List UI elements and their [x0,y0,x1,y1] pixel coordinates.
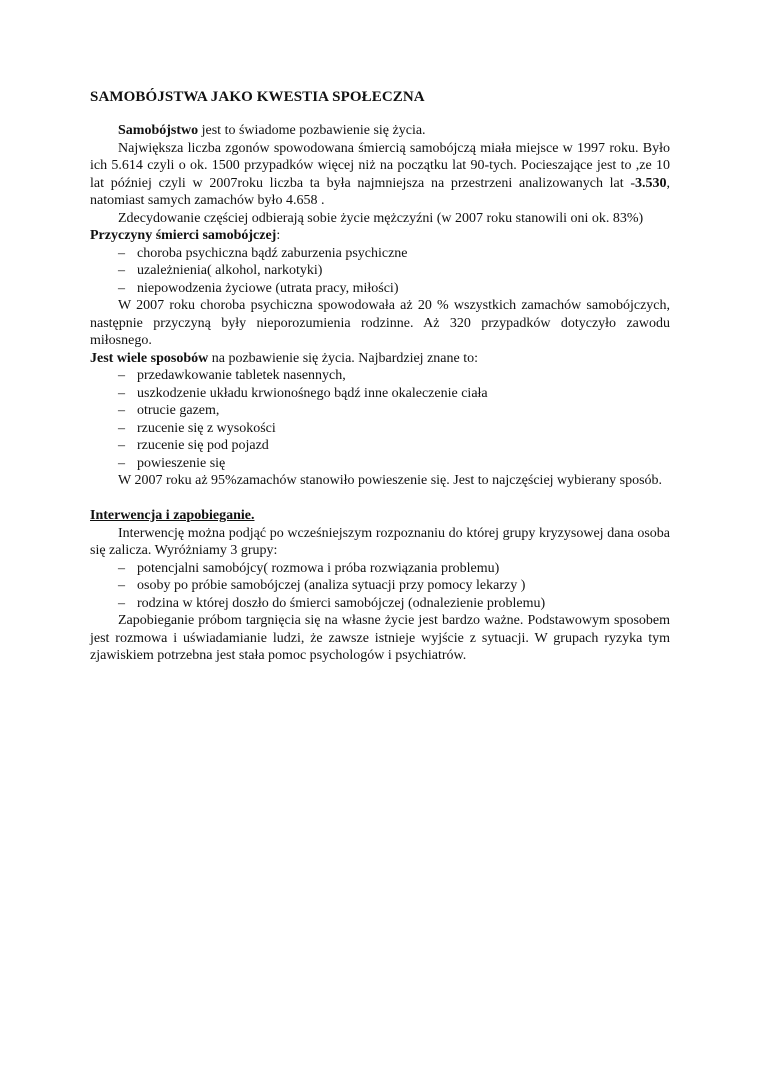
methods-heading-suffix: na pozbawienie się życia. Najbardziej znane to: [208,350,478,366]
gender-paragraph: Zdecydowanie częściej odbierają sobie życie mężczyźni (w 2007 roku stanowili oni ok. 83%) [118,210,644,226]
dash-bullet-icon: – [118,578,125,593]
list-item: – rodzina w której doszło do śmierci samobójczej (odnalezienie problemu) [118,595,546,611]
list-item: – uszkodzenie układu krwionośnego bądź inne okaleczenie ciała [118,385,488,401]
document-page [90,88,670,665]
dash-bullet-icon: – [118,368,125,383]
dash-bullet-icon: – [118,560,125,576]
list-item: – przedawkowanie tabletek nasennych, [118,368,346,383]
dash-bullet-icon: – [118,385,125,401]
causes-heading-line [90,227,670,245]
intervention-paragraph: Interwencję można podjąć po wcześniejszym rozpoznaniu do której grupy kryzysowej dana osoba się zalicza. Wyróżniamy 3 grupy: [90,525,670,558]
causes-list [90,245,670,298]
intervention-heading: Interwencja i zapobieganie. [90,508,255,523]
intervention-heading-line [90,507,670,525]
list-item: – osoby po próbie samobójczej (analiza sytuacji przy pomocy lekarzy ) [118,578,526,593]
groups-list [90,560,670,613]
list-item: – rzucenie się z wysokości [118,420,276,436]
list-item: – choroba psychiczna bądź zaburzenia psychiczne [118,245,408,261]
statistics-text-a: Największa liczba zgonów spowodowana śmiercią samobójczą miała miejsce w 1997 roku. Było ich 5.614 czyli o ok. 1500 przypadków więcej niż na początku lat 90-tych. Pocieszające jest to ,ze 10 lat później czyli w 2007roku liczba ta była najmniejsza na przestrzeni analizowanych lat - [90,140,670,191]
causes-heading-suffix: : [276,228,281,243]
list-item: – otrucie gazem, [118,403,220,418]
definition-text: jest to świadome pozbawienie się życia. [198,123,426,138]
dash-bullet-icon: – [118,438,125,453]
methods-list [90,367,670,472]
dash-bullet-icon: – [118,420,125,436]
causes-statistics-paragraph: W 2007 roku choroba psychiczna spowodowała aż 20 % wszystkich zamachów samobójczych, następnie przyczyną były nieporozumienia rodzinne. Aż 320 przypadków dotyczyło zawodu miłosnego. [90,298,670,348]
list-item: – powieszenie się [118,455,226,471]
document-title: SAMOBÓJSTWA JAKO KWESTIA SPOŁECZNA [90,89,425,105]
dash-bullet-icon: – [118,245,125,261]
dash-bullet-icon: – [118,595,125,611]
section-spacer [90,490,670,508]
causes-heading: Przyczyny śmierci samobójczej [90,228,277,243]
statistics-bold-number: 3.530 [635,175,667,191]
statistics-text-b: , natomiast samych zamachów było 4.658 . [90,175,670,208]
list-item: – rzucenie się pod pojazd [118,438,269,453]
dash-bullet-icon: – [118,455,125,471]
methods-heading-line [90,350,670,368]
list-item: – potencjalni samobójcy( rozmowa i próba rozwiązania problemu) [118,560,500,576]
definition-term: Samobójstwo [118,123,199,138]
dash-bullet-icon: – [118,280,125,296]
list-item: – niepowodzenia życiowe (utrata pracy, miłości) [118,280,399,296]
methods-heading: Jest wiele sposobów [90,350,209,366]
methods-statistics-paragraph: W 2007 roku aż 95%zamachów stanowiło powieszenie się. Jest to najczęściej wybierany sposób. [118,473,663,488]
list-item: – uzależnienia( alkohol, narkotyki) [118,263,323,278]
dash-bullet-icon: – [118,403,125,418]
prevention-paragraph: Zapobieganie próbom targnięcia się na własne życie jest bardzo ważne. Podstawowym sposobem jest rozmowa i uświadamianie ludzi, że zawsze istnieje wyjście z sytuacji. W grupach ryzyka tym zjawiskiem potrzebna jest stała pomoc psychologów i psychiatrów. [90,613,670,663]
definition-paragraph [90,122,670,140]
dash-bullet-icon: – [118,263,125,278]
statistics-paragraph [90,140,670,210]
